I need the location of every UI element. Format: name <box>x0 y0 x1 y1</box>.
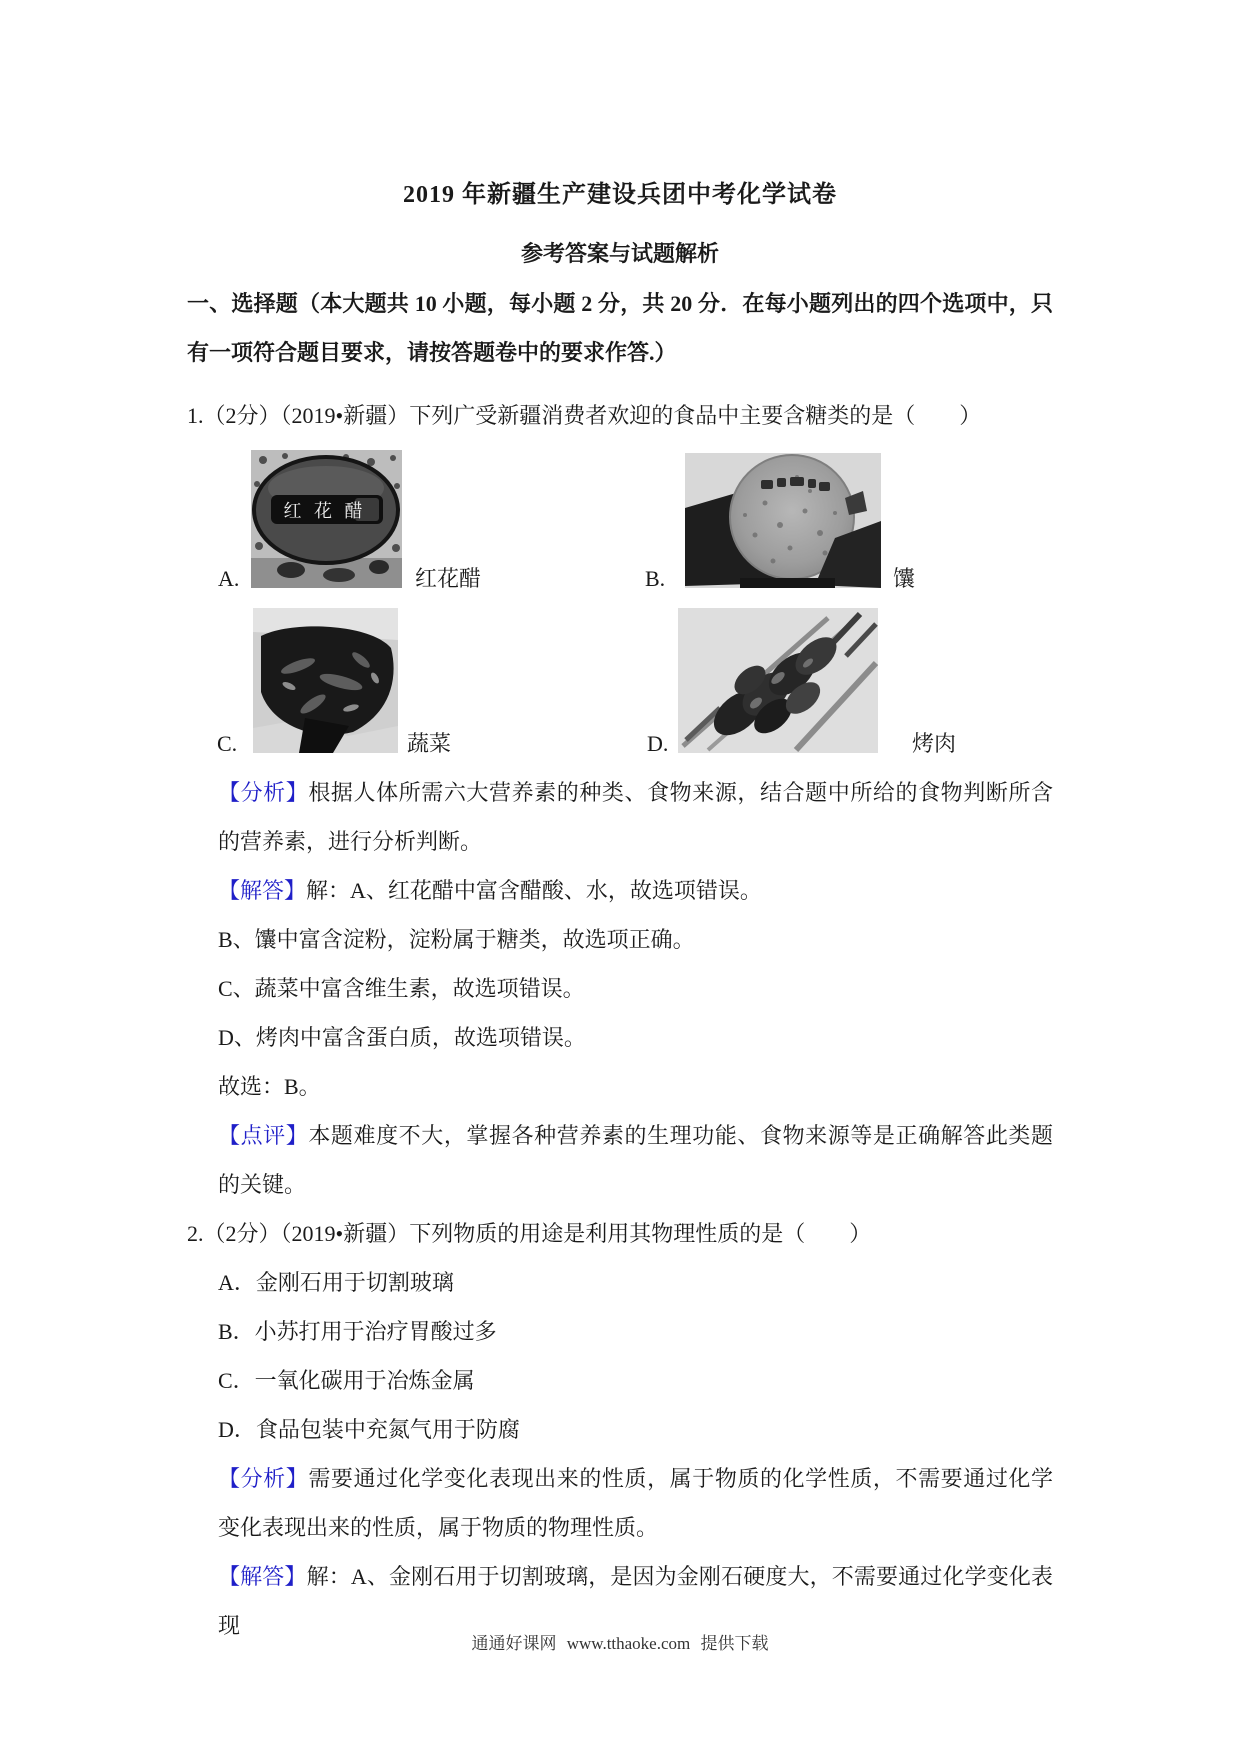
page-subtitle: 参考答案与试题解析 <box>520 241 719 266</box>
q2-analysis <box>187 1454 1053 1552</box>
q1-option-d-caption: 烤肉 <box>912 731 957 756</box>
q1-option-a-caption: 红花醋 <box>415 566 482 591</box>
analysis-tag: 【分析】 <box>218 780 309 805</box>
answer-tag: 【解答】 <box>218 1564 307 1589</box>
q2-option-a: A．金刚石用于切割玻璃 <box>218 1270 454 1295</box>
q1-analysis-text: 根据人体所需六大营养素的种类、食物来源，结合题中所给的食物判断所含的营养素，进行分析判断。 <box>218 780 1053 854</box>
q1-answer-line-a: 解：A、红花醋中富含醋酸、水，故选项错误。 <box>306 878 762 903</box>
q1-option-b-caption: 馕 <box>893 566 916 591</box>
q2-option-c: C．一氧化碳用于冶炼金属 <box>218 1368 475 1393</box>
q1-answer-line-d: D、烤肉中富含蛋白质，故选项错误。 <box>218 1025 586 1050</box>
q1-answer-line-b: B、馕中富含淀粉，淀粉属于糖类，故选项正确。 <box>218 927 695 952</box>
roast-meat-skewers-photo <box>678 608 878 753</box>
footer-watermark: 通通好课网 www.tthaoke.com 提供下载 <box>471 1634 769 1653</box>
q2-option-d: D．食品包装中充氮气用于防腐 <box>218 1417 520 1442</box>
page-title: 2019 年新疆生产建设兵团中考化学试卷 <box>403 182 837 208</box>
red-flower-vinegar-photo <box>251 450 402 588</box>
q1-answer <box>187 866 1053 915</box>
q1-answer-line-c: C、蔬菜中富含维生素，故选项错误。 <box>218 976 585 1001</box>
q2-analysis-text: 需要通过化学变化表现出来的性质，属于物质的化学性质，不需要通过化学变化表现出来的性质，属于物质的物理性质。 <box>218 1466 1053 1540</box>
question-1-stem: 1.（2分）（2019•新疆）下列广受新疆消费者欢迎的食品中主要含糖类的是（ ） <box>187 403 982 428</box>
q1-option-row-cd <box>187 608 1053 756</box>
q1-option-d-letter: D. <box>647 731 669 756</box>
q1-comment-text: 本题难度不大，掌握各种营养素的生理功能、食物来源等是正确解答此类题的关键。 <box>218 1123 1053 1197</box>
q2-option-b: B．小苏打用于治疗胃酸过多 <box>218 1319 497 1344</box>
analysis-tag: 【分析】 <box>218 1466 309 1491</box>
q1-option-a-letter: A. <box>218 566 240 591</box>
vinegar-cap-text: 红 花 醋 <box>283 501 367 521</box>
section-1-heading: 一、选择题（本大题共 10 小题，每小题 2 分，共 20 分．在每小题列出的四个选项中，只有一项符合题目要求，请按答题卷中的要求作答.） <box>187 291 1053 365</box>
q1-analysis <box>187 768 1053 866</box>
answer-tag: 【解答】 <box>218 878 307 903</box>
q1-option-row-ab <box>187 450 1053 591</box>
naan-bread-photo <box>685 453 881 588</box>
q1-answer-choice: 故选：B。 <box>218 1074 321 1099</box>
q1-option-b-letter: B. <box>645 566 666 591</box>
vegetables-photo <box>253 608 398 753</box>
question-1-options <box>187 450 1053 756</box>
q1-option-c-caption: 蔬菜 <box>407 731 452 756</box>
question-2-stem: 2.（2分）（2019•新疆）下列物质的用途是利用其物理性质的是（ ） <box>187 1221 872 1246</box>
comment-tag: 【点评】 <box>218 1123 309 1148</box>
q1-option-c-letter: C. <box>217 731 238 756</box>
q1-comment <box>187 1111 1053 1209</box>
q2-answer-partial-text: 解：A、金刚石用于切割玻璃，是因为金刚石硬度大，不需要通过化学变化表现 <box>218 1564 1053 1638</box>
page-content <box>187 180 1053 1650</box>
